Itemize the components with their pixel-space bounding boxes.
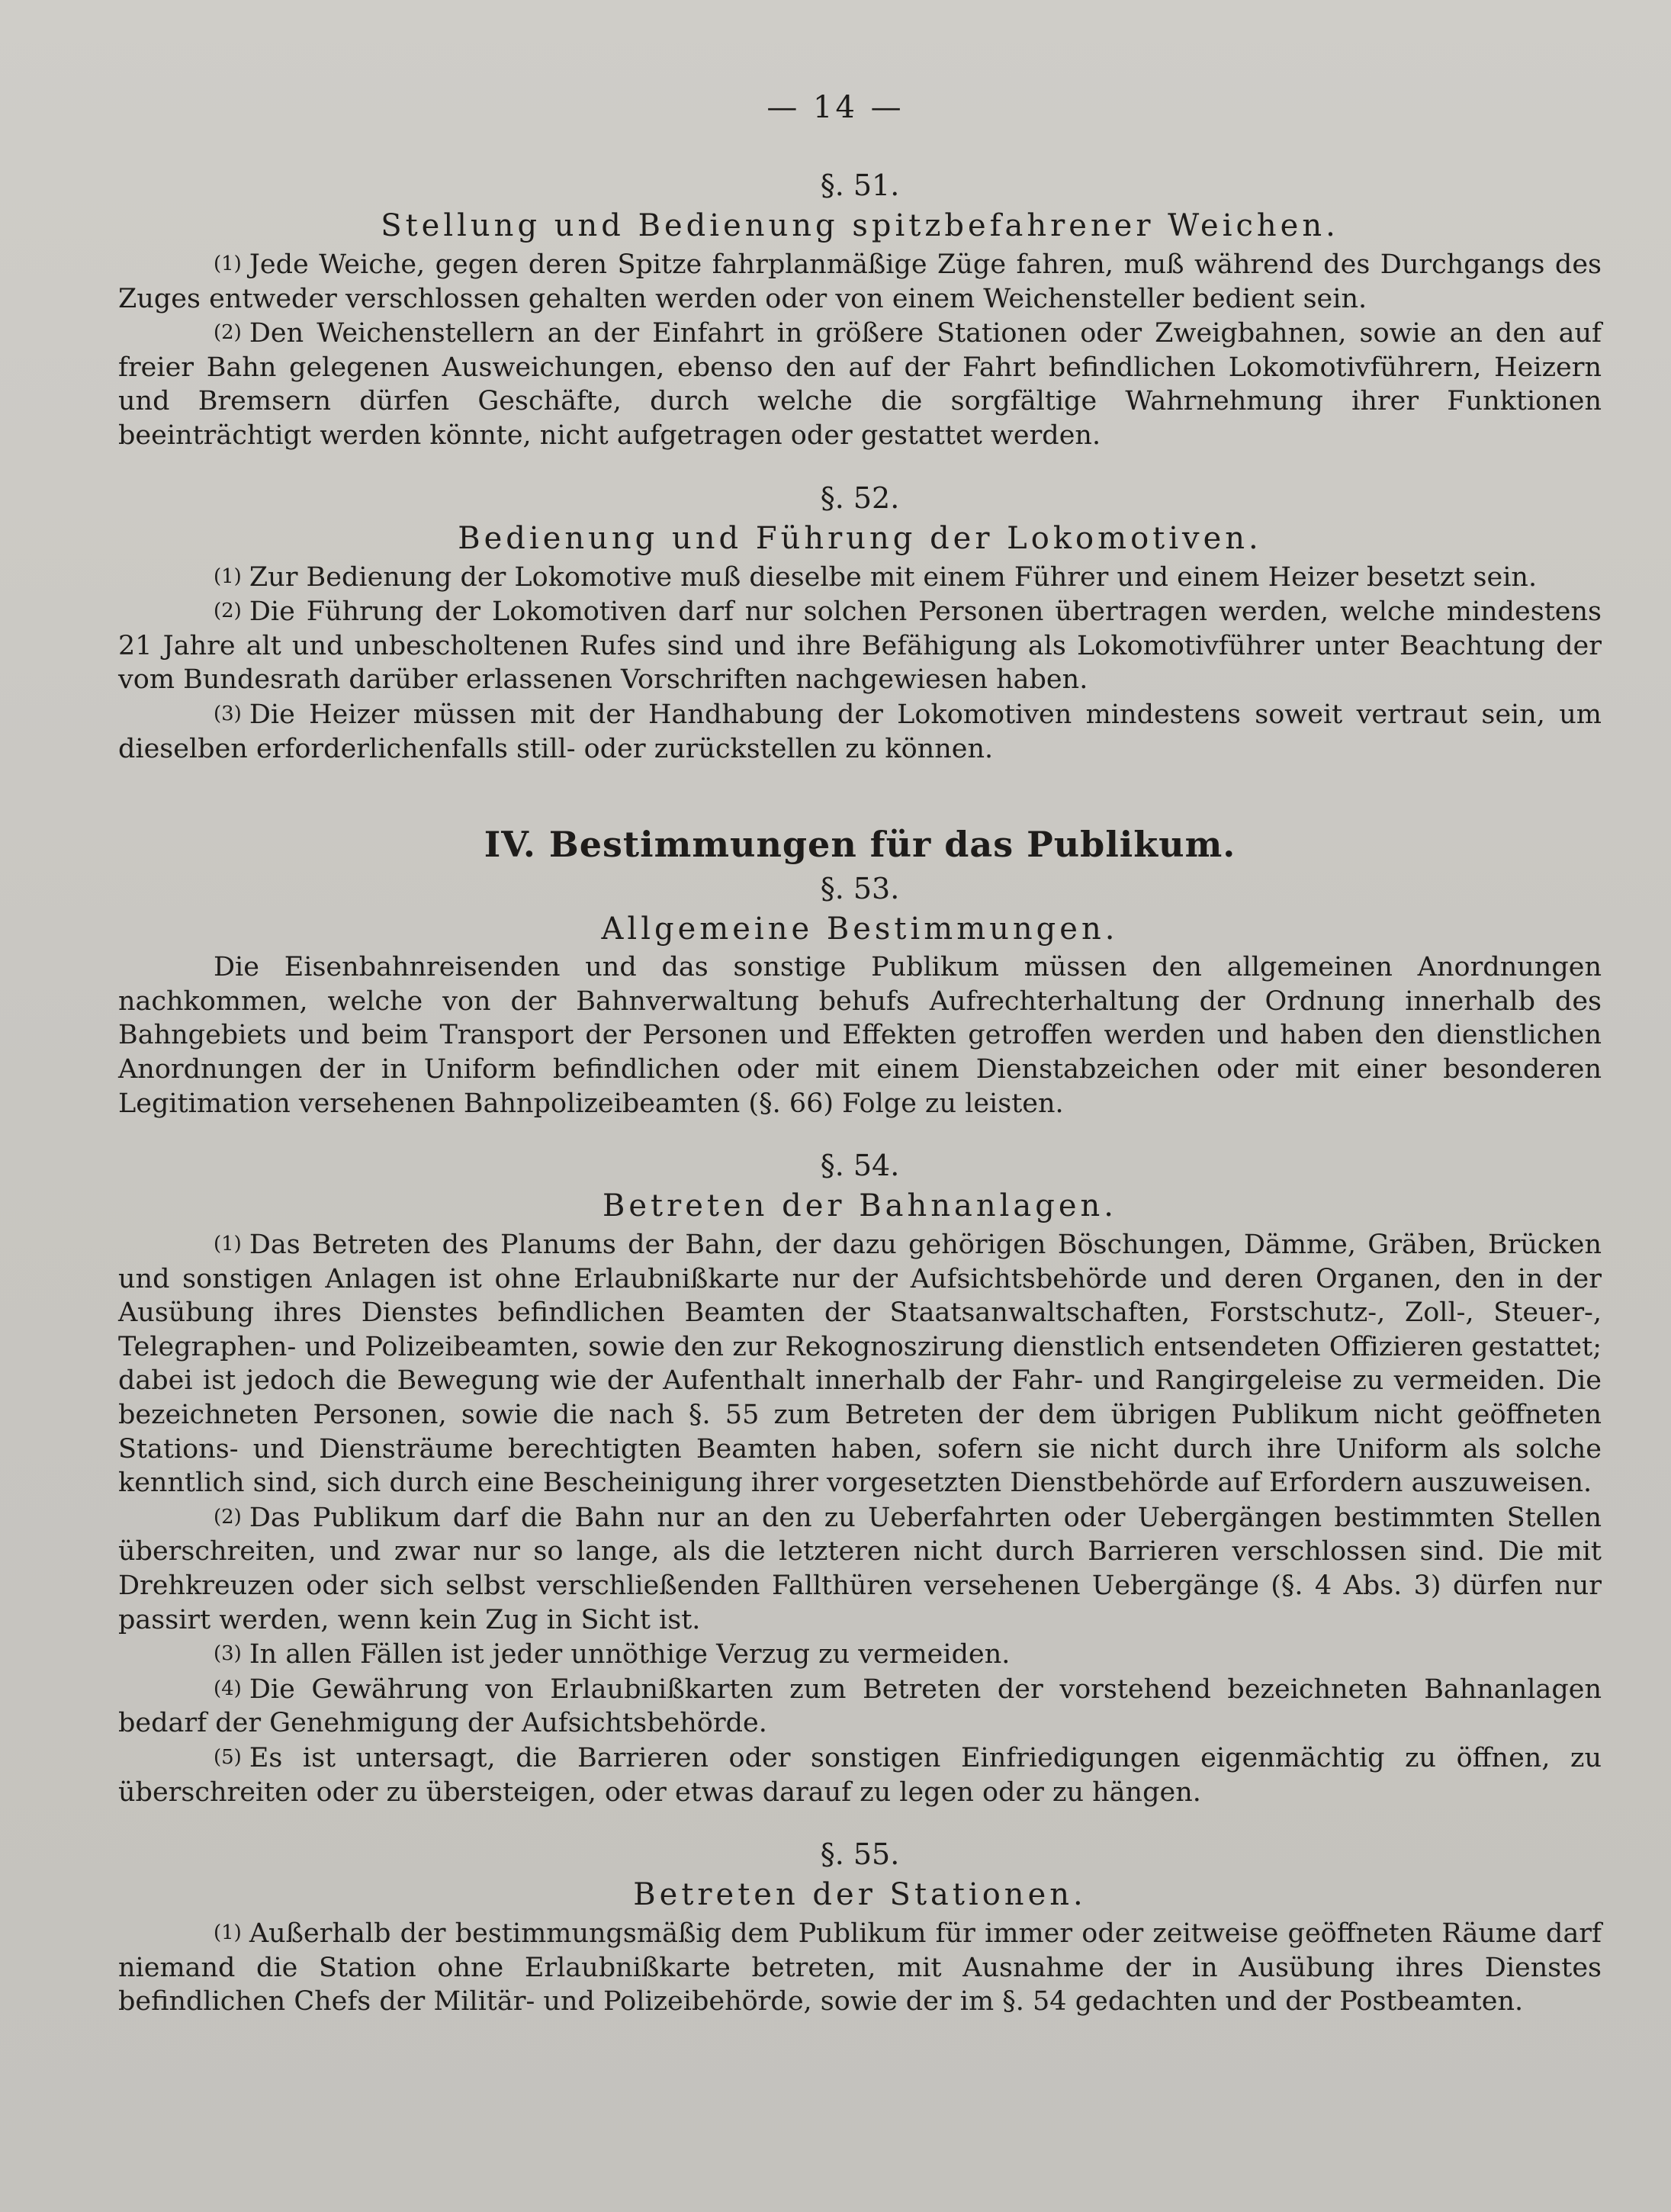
paragraph-text: Die Führung der Lokomotiven darf nur solchen Personen übertragen werden, welche mindestens 21 Jahre alt und unbescholtenen Rufes sind und ihre Befähigung als Lokomotivführer unter Beachtung der vom Bundesrath darüber erlassenen Vorschriften nachgewiesen haben. [118, 596, 1602, 696]
paragraph [118, 950, 1602, 1120]
paragraph [118, 1916, 1602, 2019]
paragraph-text: Die Eisenbahnreisenden und das sonstige Publikum müssen den allgemeinen Anordnungen nachkommen, welche von der Bahnverwaltung behufs Aufrechterhaltung der Ordnung innerhalb des Bahngebiets und beim Transport der Personen und Effekten getroffen werden und haben den dienstlichen Anordnungen der in Uniform befindlichen oder mit einem Dienstabzeichen oder mit einer besonderen Legitimation versehenen Bahnpolizeibeamten (§. 66) Folge zu leisten. [118, 952, 1602, 1119]
paragraph-text: Außerhalb der bestimmungsmäßig dem Publikum für immer oder zeitweise geöffneten Räume darf niemand die Station ohne Erlaubnißkarte betreten, mit Ausnahme der in Ausübung ihres Dienstes befindlichen Chefs der Militär- und Polizeibehörde, sowie der im §. 54 gedachten und der Postbeamten. [118, 1918, 1602, 2017]
paragraph [118, 1672, 1602, 1741]
paragraph-text: In allen Fällen ist jeder unnöthige Verzug zu vermeiden. [249, 1639, 1011, 1670]
paragraph [118, 316, 1602, 452]
paragraph-text: Zur Bedienung der Lokomotive muß dieselbe mit einem Führer und einem Heizer besetzt sein. [249, 561, 1538, 593]
section-number: §. 54. [820, 1149, 900, 1183]
section-title: Betreten der Stationen. [633, 1877, 1087, 1913]
paragraph-text: Das Publikum darf die Bahn nur an den zu Ueberfahrten oder Uebergängen bestimmten Stellen überschreiten, und zwar nur so lange, als die letzteren nicht durch Barrieren verschlossen sind. Die mit Drehkreuzen oder sich selbst verschließenden Fallthüren versehenen Uebergänge (§. 4 Abs. 3) dürfen nur passirt werden, wenn kein Zug in Sicht ist. [118, 1502, 1602, 1635]
section-55 [118, 1835, 1602, 2019]
paragraph-number: (1) [214, 1233, 242, 1256]
section-title: Bedienung und Führung der Lokomotiven. [458, 520, 1262, 556]
paragraph-text: Jede Weiche, gegen deren Spitze fahrplanmäßige Züge fahren, muß während des Durchgangs des Zuges entweder verschlossen gehalten werden oder von einem Weichensteller bedient sein. [118, 249, 1602, 314]
page-content [118, 166, 1602, 2019]
section-title: Betreten der Bahnanlagen. [602, 1188, 1118, 1224]
section-51 [118, 166, 1602, 453]
paragraph [118, 1500, 1602, 1637]
paragraph-number: (1) [214, 252, 242, 275]
paragraph [118, 247, 1602, 316]
section-number: §. 55. [820, 1837, 900, 1872]
chapter-heading: IV. Bestimmungen für das Publikum. [484, 824, 1236, 866]
section-54 [118, 1146, 1602, 1809]
paragraph [118, 697, 1602, 766]
paragraph-text: Die Heizer müssen mit der Handhabung der Lokomotiven mindestens soweit vertraut sein, um dieselben erforderlichenfalls still- oder zurückstellen zu können. [118, 699, 1602, 764]
paragraph-number: (2) [214, 600, 242, 623]
section-number: §. 51. [820, 169, 900, 202]
paragraph-number: (1) [214, 1921, 242, 1945]
section-title: Allgemeine Bestimmungen. [601, 911, 1119, 947]
paragraph-number: (1) [214, 564, 242, 588]
paragraph-number: (2) [214, 321, 242, 345]
paragraph-text: Die Gewährung von Erlaubnißkarten zum Betreten der vorstehend bezeichneten Bahnanlagen bedarf der Genehmigung der Aufsichtsbehörde. [118, 1673, 1602, 1739]
section-53 [118, 870, 1602, 1120]
page-number: — 14 — [766, 90, 905, 125]
paragraph-number: (2) [214, 1505, 242, 1529]
paragraph-text: Es ist untersagt, die Barrieren oder sonstigen Einfriedigungen eigenmächtig zu öffnen, zu überschreiten oder zu übersteigen, oder etwas darauf zu legen oder zu hängen. [118, 1743, 1602, 1808]
paragraph [118, 594, 1602, 697]
paragraph-number: (5) [214, 1746, 242, 1769]
paragraph-number: (3) [214, 702, 242, 725]
section-number: §. 52. [820, 481, 900, 515]
section-52 [118, 479, 1602, 767]
paragraph [118, 1227, 1602, 1500]
paragraph-text: Das Betreten des Planums der Bahn, der dazu gehörigen Böschungen, Dämme, Gräben, Brücken und sonstigen Anlagen ist ohne Erlaubnißkarte nur der Aufsichtsbehörde und deren Organen, den in der Ausübung ihres Dienstes befindlichen Beamten der Staatsanwaltschaften, Forstschutz-, Zoll-, Steuer-, Telegraphen- und Polizeibeamten, sowie den zur Rekognoszirung dienstlich entsendeten Offizieren gestattet; dabei ist jedoch die Bewegung wie der Aufenthalt innerhalb der Fahr- und Rangirgeleise zu vermeiden. Die bezeichneten Personen, sowie die nach §. 55 zum Betreten der dem übrigen Publikum nicht geöffneten Stations- und Diensträume berechtigten Beamten haben, sofern sie nicht durch ihre Uniform als solche kenntlich sind, sich durch eine Bescheinigung ihrer vorgesetzten Dienstbehörde auf Erfordern auszuweisen. [118, 1230, 1602, 1499]
paragraph [118, 560, 1602, 595]
section-title: Stellung und Bedienung spitzbefahrener Weichen. [381, 208, 1339, 243]
paragraph-number: (4) [214, 1677, 242, 1700]
paragraph-text: Den Weichenstellern an der Einfahrt in größere Stationen oder Zweigbahnen, sowie an den auf freier Bahn gelegenen Ausweichungen, ebenso den auf der Fahrt befindlichen Lokomotivführern, Heizern und Bremsern dürfen Geschäfte, durch welche die sorgfältige Wahrnehmung ihrer Funktionen beeinträchtigt werden könnte, nicht aufgetragen oder gestattet werden. [118, 318, 1602, 451]
paragraph [118, 1637, 1602, 1672]
section-number: §. 53. [820, 872, 900, 906]
paragraph [118, 1741, 1602, 1809]
paragraph-number: (3) [214, 1642, 242, 1666]
